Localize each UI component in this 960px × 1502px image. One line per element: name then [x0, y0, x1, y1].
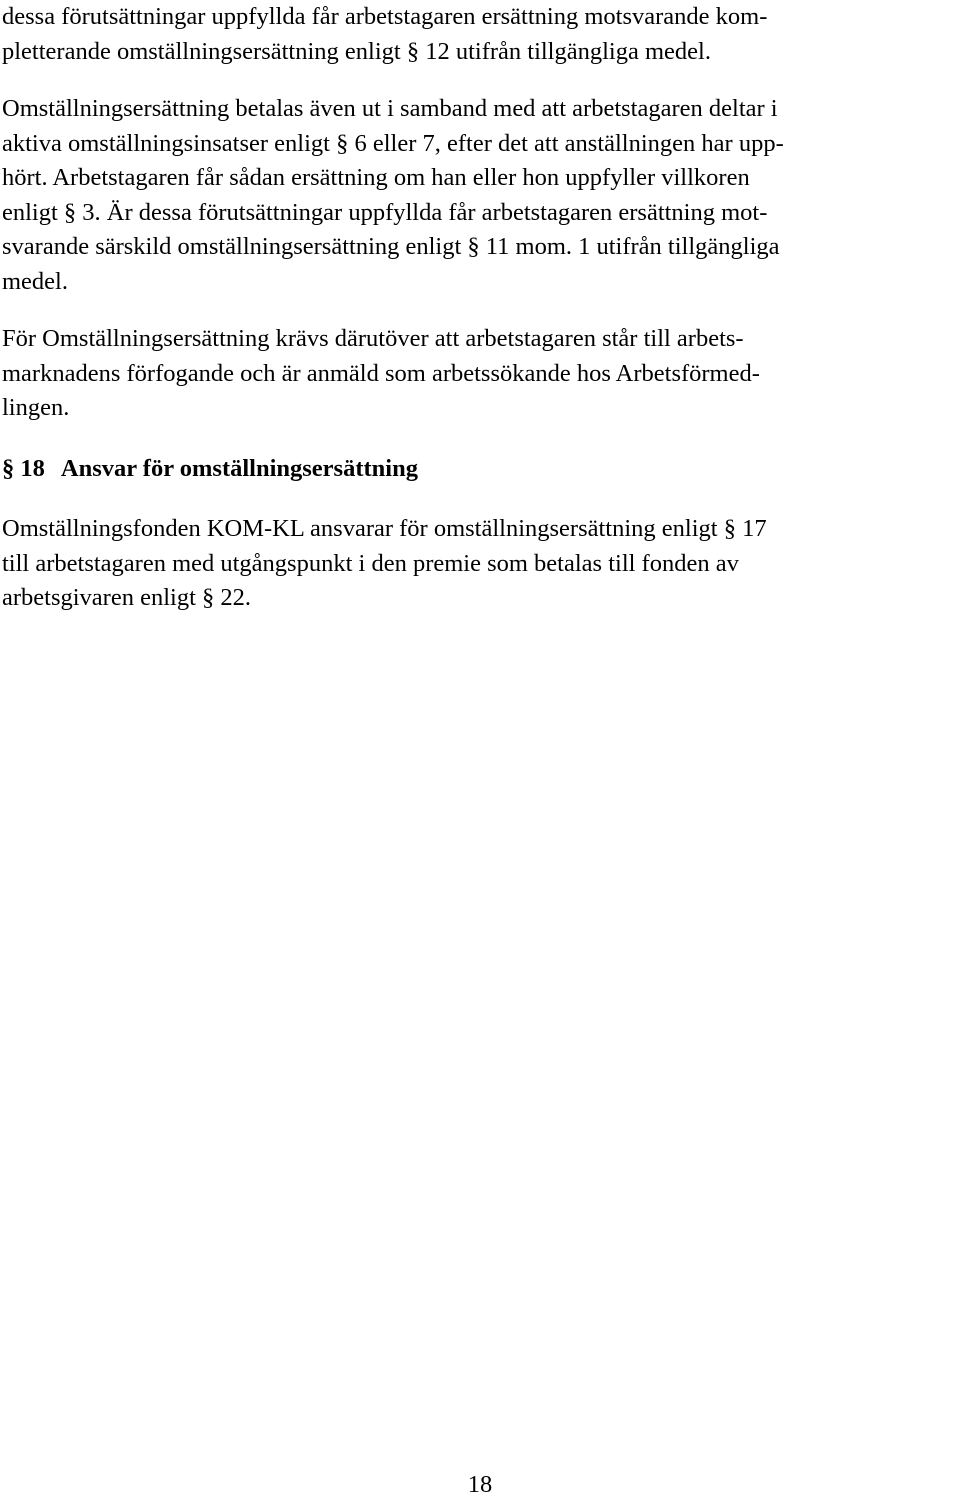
heading-spacer — [2, 486, 946, 512]
section-heading — [2, 452, 946, 487]
text-line: enligt § 3. Är dessa förutsättningar uppfyllda får arbetstagaren ersättning mot- — [2, 198, 768, 226]
text-line: dessa förutsättningar uppfyllda får arbetstagaren ersättning motsvarande kom- — [2, 3, 768, 30]
text-line: För Omställningsersättning krävs därutöver att arbetstagaren står till arbets- — [2, 325, 744, 352]
page-number: 18 — [467, 1471, 493, 1498]
text-line: marknadens förfogande och är anmäld som arbetssökande hos Arbetsförmed- — [2, 359, 760, 387]
paragraph-adjustment-measures — [2, 92, 946, 299]
paragraph-labour-market-requirement — [2, 322, 946, 426]
text-line: arbetsgivaren enligt § 22. — [2, 584, 252, 611]
heading-spacer — [2, 426, 946, 452]
paragraph-spacer — [2, 69, 946, 92]
text-line: aktiva omställningsinsatser enligt § 6 eller 7, efter det att anställningen har upp- — [2, 129, 784, 157]
section-title: Ansvar för omställningsersättning — [60, 454, 418, 482]
text-line: pletterande omställningsersättning enligt § 12 utifrån tillgängliga medel. — [2, 37, 711, 65]
paragraph-spacer — [2, 299, 946, 322]
text-line: Omställningsersättning betalas även ut i samband med att arbetstagaren deltar i — [2, 95, 778, 122]
paragraph-compensation-continuation — [2, 0, 946, 69]
text-line: medel. — [2, 267, 68, 295]
text-line: svarande särskild omställningsersättning enligt § 11 mom. 1 utifrån tillgängliga — [2, 233, 780, 260]
text-line: hört. Arbetstagaren får sådan ersättning om han eller hon uppfyller villkoren — [2, 164, 750, 191]
document-body — [2, 0, 946, 616]
section-number: § 18 — [2, 454, 45, 482]
text-line: Omställningsfonden KOM-KL ansvarar för omställningsersättning enligt § 17 — [2, 515, 767, 542]
text-line: lingen. — [2, 394, 70, 421]
paragraph-fund-responsibility — [2, 512, 946, 616]
text-line: till arbetstagaren med utgångspunkt i den premie som betalas till fonden av — [2, 549, 739, 577]
